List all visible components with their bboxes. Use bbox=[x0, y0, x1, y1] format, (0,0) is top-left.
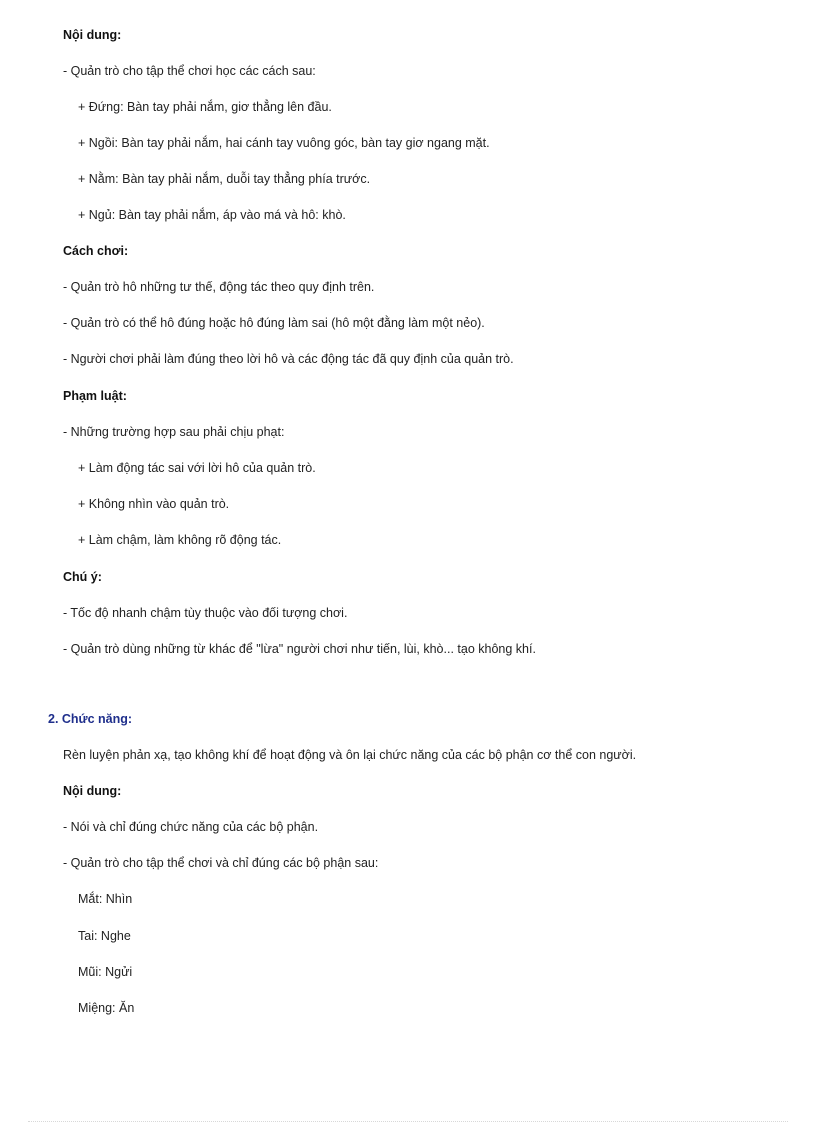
howto-line: - Quản trò có thể hô đúng hoặc hô đúng làm sai (hô một đằng làm một nẻo). bbox=[63, 316, 485, 330]
content-line: - Quản trò cho tập thể chơi và chỉ đúng các bộ phận sau: bbox=[63, 856, 379, 870]
content-line: + Ngủ: Bàn tay phải nắm, áp vào má và hô: khò. bbox=[78, 208, 346, 222]
body-part-item: Mắt: Nhìn bbox=[78, 892, 133, 906]
note-line: - Tốc độ nhanh chậm tùy thuộc vào đối tượng chơi. bbox=[63, 606, 348, 620]
howto-line: - Người chơi phải làm đúng theo lời hô và các động tác đã quy định của quản trò. bbox=[63, 352, 514, 366]
content-line: + Đứng: Bàn tay phải nắm, giơ thẳng lên đầu. bbox=[78, 100, 332, 114]
content-line: + Ngồi: Bàn tay phải nắm, hai cánh tay vuông góc, bàn tay giơ ngang mặt. bbox=[78, 136, 490, 150]
note-line: - Quản trò dùng những từ khác để "lừa" người chơi như tiến, lùi, khò... tạo không khí. bbox=[63, 642, 536, 656]
content-heading: Nội dung: bbox=[63, 784, 122, 798]
penalty-heading: Phạm luật: bbox=[63, 389, 127, 403]
penalty-line: + Làm chậm, làm không rõ động tác. bbox=[78, 533, 282, 547]
content-line: - Quản trò cho tập thể chơi học các cách sau: bbox=[63, 64, 316, 78]
body-part-item: Tai: Nghe bbox=[78, 929, 131, 943]
penalty-line: - Những trường hợp sau phải chịu phạt: bbox=[63, 425, 285, 439]
body-part-item: Miệng: Ăn bbox=[78, 1001, 135, 1015]
penalty-line: + Không nhìn vào quản trò. bbox=[78, 497, 230, 511]
section-title: 2. Chức năng: bbox=[48, 712, 133, 726]
body-part-item: Mũi: Ngửi bbox=[78, 965, 133, 979]
penalty-line: + Làm động tác sai với lời hô của quản trò. bbox=[78, 461, 316, 475]
content-heading: Nội dung: bbox=[63, 28, 122, 42]
page-bottom-divider bbox=[28, 1121, 788, 1122]
content-line: + Nằm: Bàn tay phải nắm, duỗi tay thẳng phía trước. bbox=[78, 172, 371, 186]
howto-heading: Cách chơi: bbox=[63, 244, 129, 258]
note-heading: Chú ý: bbox=[63, 570, 102, 584]
content-line: - Nói và chỉ đúng chức năng của các bộ phận. bbox=[63, 820, 319, 834]
purpose-text: Rèn luyện phản xạ, tạo không khí để hoạt động và ôn lại chức năng của các bộ phận cơ thể con người. bbox=[63, 748, 637, 762]
howto-line: - Quản trò hô những tư thế, động tác theo quy định trên. bbox=[63, 280, 375, 294]
